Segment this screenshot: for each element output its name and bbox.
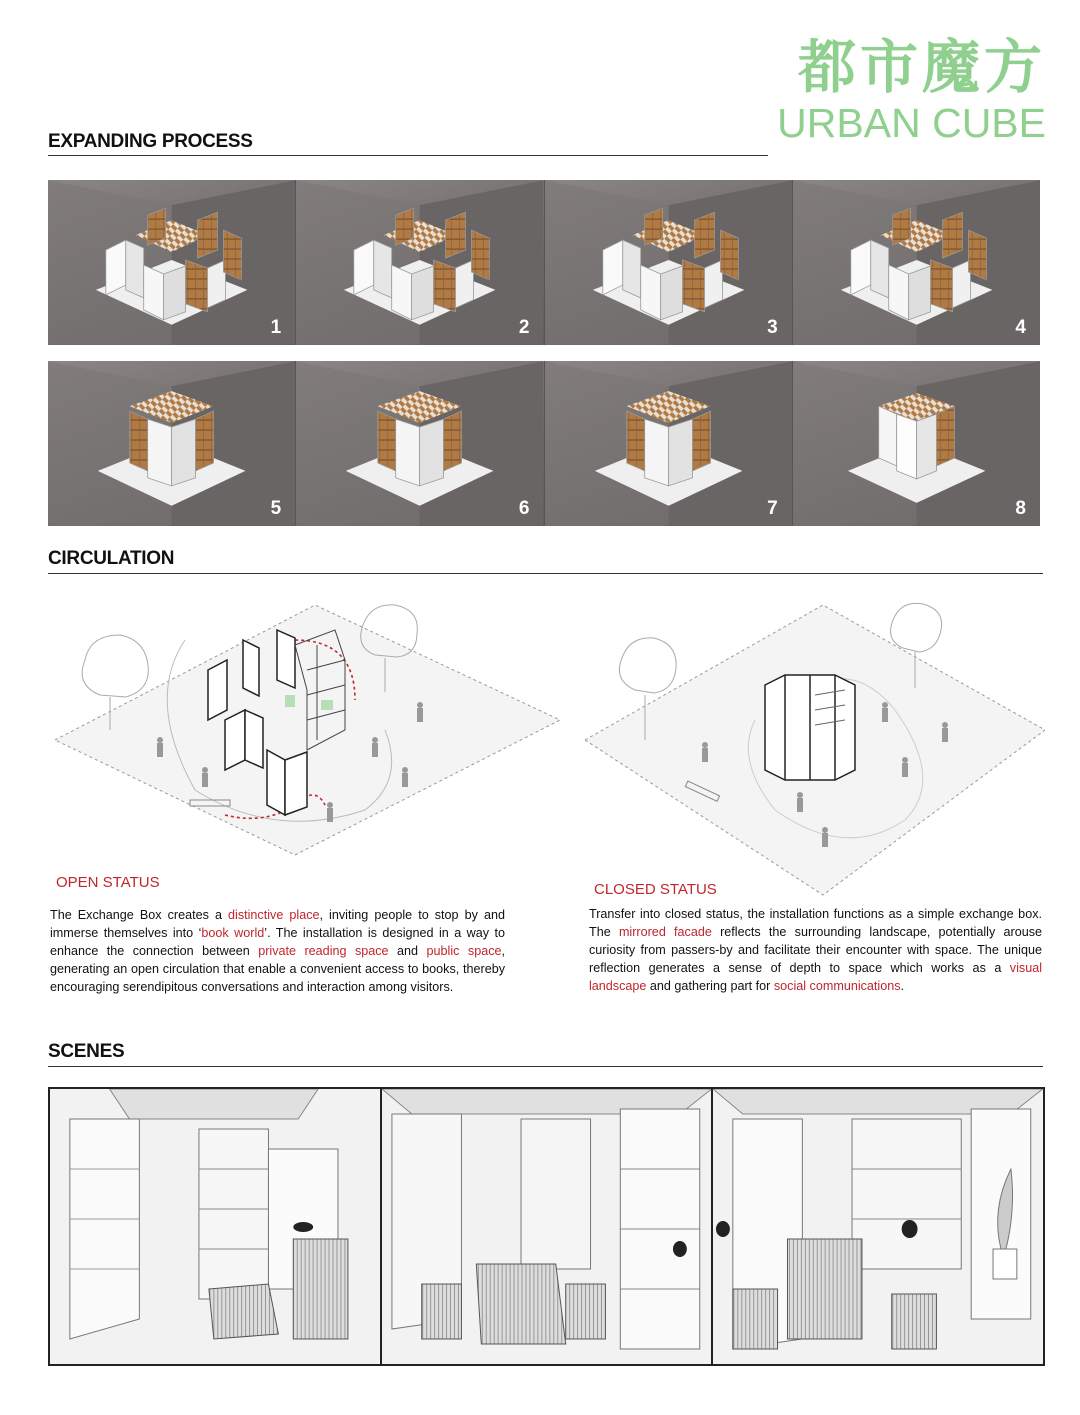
highlight-text: private reading space: [258, 944, 389, 958]
closed-status-description: [589, 905, 1042, 995]
closed-status-title: CLOSED STATUS: [594, 881, 717, 898]
open-status-description: [50, 906, 505, 996]
highlight-text: public space: [426, 944, 502, 958]
panel-number: 5: [270, 498, 282, 519]
text-run: and: [388, 944, 427, 958]
expanding-panel: [296, 361, 544, 526]
text-run: Transfer into closed status, the installation functions as a simple exchange box. The: [589, 907, 1042, 939]
scene-image: [382, 1089, 714, 1364]
render-image: [48, 361, 295, 526]
panel-number: 1: [270, 317, 282, 338]
expanding-panel: [793, 180, 1040, 345]
closed-status-diagram: [585, 600, 1045, 900]
text-run: reflects the surrounding landscape, potentially arouse curiosity from passers-by and facilitate their encounter with space. The unique reflection generates a sense of depth to space which works as a: [589, 925, 1043, 975]
section-title-circulation: CIRCULATION: [48, 548, 175, 569]
panel-number: 3: [767, 317, 778, 338]
render-image: [545, 180, 792, 345]
highlight-text: distinctive place: [228, 908, 320, 922]
render-image: [545, 361, 792, 526]
render-image: [296, 361, 543, 526]
expanding-panel: [48, 180, 296, 345]
expanding-row-1: [48, 180, 1040, 345]
brand-title-en: URBAN CUBE: [777, 100, 1046, 146]
render-image: [793, 180, 1040, 345]
scenes-strip: [48, 1087, 1045, 1366]
text-run: The Exchange Box creates a: [50, 908, 229, 922]
expanding-panel: [296, 180, 544, 345]
panel-number: 6: [518, 498, 530, 519]
open-status-title: OPEN STATUS: [56, 874, 160, 891]
panel-number: 2: [518, 317, 530, 338]
panel-number: 4: [1015, 317, 1026, 338]
scene-image: [50, 1089, 382, 1364]
section-title-scenes: SCENES: [48, 1041, 125, 1062]
highlight-text: mirrored facade: [618, 925, 712, 939]
section-rule: [48, 1066, 1043, 1067]
render-image: [793, 361, 1040, 526]
expanding-panel: [545, 180, 793, 345]
expanding-panel: [545, 361, 793, 526]
expanding-row-2: [48, 361, 1040, 526]
brand-title-cn: 都市魔方: [797, 33, 1046, 101]
render-image: [48, 180, 295, 345]
render-image: [296, 180, 543, 345]
panel-number: 7: [767, 498, 778, 519]
text-run: ’. The installation is designed in a way to enhance the connection between: [50, 926, 506, 958]
highlight-text: social communications: [773, 979, 901, 993]
highlight-text: visual landscape: [589, 961, 1042, 993]
section-rule: [48, 155, 768, 156]
brand-logo: [776, 34, 1046, 146]
text-run: and gathering part for: [646, 979, 774, 993]
open-status-diagram: [45, 600, 570, 860]
expanding-panel: [793, 361, 1040, 526]
section-title-expanding: EXPANDING PROCESS: [48, 131, 253, 152]
section-rule: [48, 573, 1043, 574]
panel-number: 8: [1015, 498, 1026, 519]
expanding-panel: [48, 361, 296, 526]
highlight-text: book world: [201, 926, 265, 940]
scene-image: [713, 1089, 1043, 1364]
text-run: , inviting people to stop by and immerse themselves into ‘: [50, 908, 505, 940]
text-run: .: [900, 979, 905, 993]
text-run: , generating an open circulation that enable a convenient access to books, thereby encouraging serendipitous conversations and interaction among visitors.: [50, 944, 506, 994]
